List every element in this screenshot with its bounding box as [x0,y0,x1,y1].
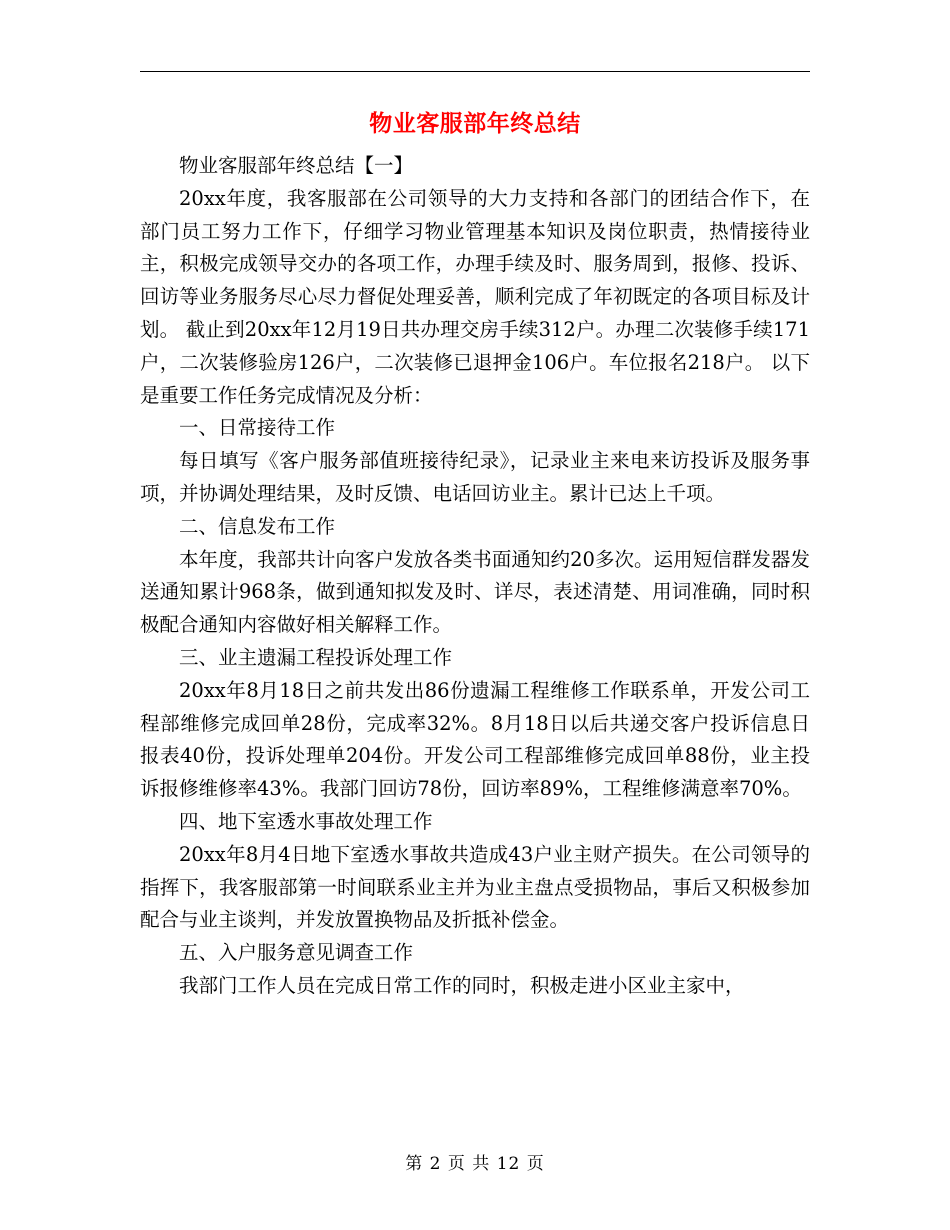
document-title: 物业客服部年终总结 [369,110,581,137]
subsection-heading: 二、信息发布工作 [179,514,336,538]
document-body [140,150,810,1003]
subsection-heading: 四、地下室透水事故处理工作 [179,809,433,833]
page-number-footer [0,1152,950,1176]
page-number-label: 第 2 页 共 12 页 [405,1154,545,1174]
body-paragraph: 20xx年8月18日之前共发出86份遗漏工程维修工作联系单，开发公司工程部维修完成回单28份，完成率32%。8月18日以后共递交客户投诉信息日报表40份，投诉处理单204份。开发公司工程部维修完成回单88份，业主投诉报修维修率43%。我部门回访78份，回访率89%，工程维修满意率70%。 [140,678,810,801]
section-heading: 物业客服部年终总结【一】 [179,154,414,177]
body-paragraph: 我部门工作人员在完成日常工作的同时，积极走进小区业主家中， [179,973,745,997]
subsection-heading: 五、入户服务意见调查工作 [179,941,414,965]
body-paragraph: 本年度，我部共计向客户发放各类书面通知约20多次。运用短信群发器发送通知累计968条，做到通知拟发及时、详尽，表述清楚、用词准确，同时积极配合通知内容做好相关解释工作。 [140,547,810,637]
body-paragraph: 20xx年8月4日地下室透水事故共造成43户业主财产损失。在公司领导的指挥下，我客服部第一时间联系业主并为业主盘点受损物品，事后又积极参加配合与业主谈判，并发放置换物品及折抵补偿金。 [140,842,810,932]
body-paragraph: 每日填写《客户服务部值班接待纪录》，记录业主来电来访投诉及服务事项，并协调处理结果，及时反馈、电话回访业主。累计已达上千项。 [140,449,810,505]
body-paragraph: 20xx年度，我客服部在公司领导的大力支持和各部门的团结合作下，在部门员工努力工作下，仔细学习物业管理基本知识及岗位职责，热情接待业主，积极完成领导交办的各项工作，办理手续及时、服务周到，报修、投诉、回访等业务服务尽心尽力督促处理妥善，顺利完成了年初既定的各项目标及计划。 截止到20xx年12月19日共办理交房手续312户。办理二次装修手续171户，二次装修验房126户，二次装修已退押金106户。车位报名218户。 以下是重要工作任务完成情况及分析： [140,186,810,407]
header-rule [140,71,810,72]
subsection-heading: 三、业主遗漏工程投诉处理工作 [179,645,453,669]
subsection-heading: 一、日常接待工作 [179,416,336,440]
